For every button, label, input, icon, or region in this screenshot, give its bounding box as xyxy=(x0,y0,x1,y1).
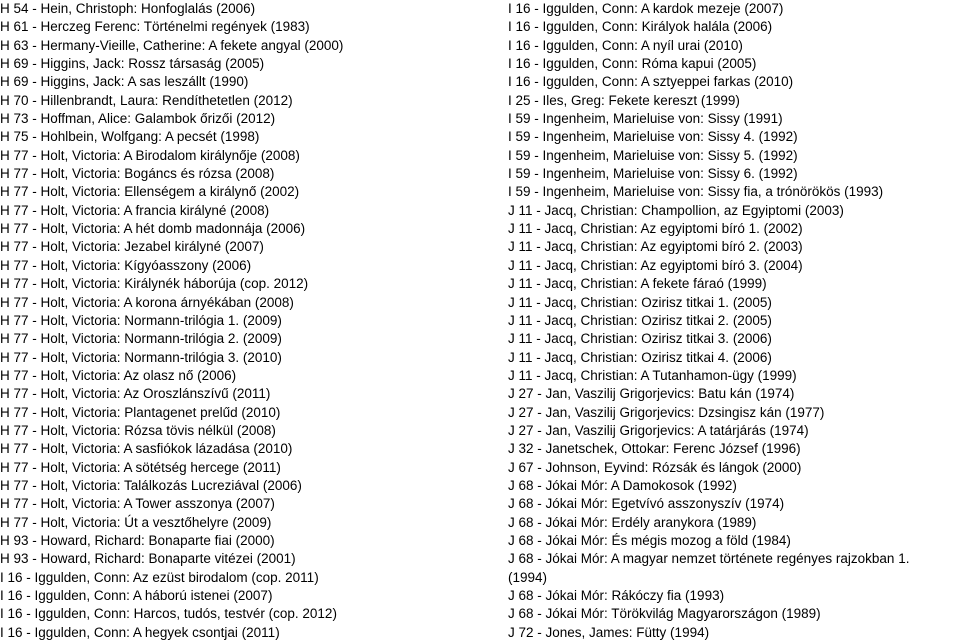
catalog-entry: I 59 - Ingenheim, Marieluise von: Sissy 5. (1992) xyxy=(508,147,798,163)
catalog-entry: I 16 - Iggulden, Conn: Róma kapui (2005) xyxy=(508,56,757,72)
catalog-entry: J 27 - Jan, Vaszilij Grigorjevics: Dzsingisz kán (1977) xyxy=(508,404,825,420)
catalog-entry: H 69 - Higgins, Jack: Rossz társaság (2005) xyxy=(0,56,265,72)
catalog-entry: I 16 - Iggulden, Conn: A hegyek csontjai (2011) xyxy=(0,624,280,640)
catalog-entry: J 32 - Janetschek, Ottokar: Ferenc József (1996) xyxy=(508,441,801,457)
catalog-entry: (1994) xyxy=(508,569,548,585)
catalog-entry: H 77 - Holt, Victoria: A sasfiókok lázadása (2010) xyxy=(0,441,293,457)
catalog-entry: H 77 - Holt, Victoria: A sötétség hercege (2011) xyxy=(0,459,281,475)
catalog-entry: H 77 - Holt, Victoria: Bogáncs és rózsa (2008) xyxy=(0,166,275,182)
catalog-entry: H 77 - Holt, Victoria: A korona árnyékában (2008) xyxy=(0,294,294,310)
catalog-entry: I 16 - Iggulden, Conn: A kardok mezeje (2007) xyxy=(508,1,784,16)
catalog-entry: H 77 - Holt, Victoria: A Tower asszonya (2007) xyxy=(0,496,275,512)
catalog-entry: H 77 - Holt, Victoria: Rózsa tövis nélkül (2008) xyxy=(0,422,276,438)
catalog-entry: J 27 - Jan, Vaszilij Grigorjevics: A tatárjárás (1974) xyxy=(508,422,809,438)
catalog-entry: H 93 - Howard, Richard: Bonaparte fiai (2000) xyxy=(0,532,275,548)
catalog-entry: J 11 - Jacq, Christian: A Tutanhamon-ügy (1999) xyxy=(508,367,797,383)
catalog-entry: H 70 - Hillenbrandt, Laura: Rendíthetetlen (2012) xyxy=(0,92,293,108)
catalog-entry: J 68 - Jókai Mór: És mégis mozog a föld (1984) xyxy=(508,532,791,548)
catalog-entry: I 16 - Iggulden, Conn: A háború istenei (2007) xyxy=(0,588,273,603)
catalog-entry: H 77 - Holt, Victoria: A hét domb madonnája (2006) xyxy=(0,221,306,237)
catalog-entry: I 16 - Iggulden, Conn: A sztyeppei farkas (2010) xyxy=(508,74,794,90)
catalog-entry: H 61 - Herczeg Ferenc: Történelmi regények (1983) xyxy=(0,19,310,35)
catalog-entry: I 25 - Iles, Greg: Fekete kereszt (1999) xyxy=(508,92,740,108)
catalog-entry: J 68 - Jókai Mór: Egetvívó asszonyszív (1974) xyxy=(508,496,785,512)
catalog-entry: I 59 - Ingenheim, Marieluise von: Sissy 4. (1992) xyxy=(508,129,798,145)
catalog-entry: J 11 - Jacq, Christian: Ozirisz titkai 2. (2005) xyxy=(508,312,772,328)
catalog-entry: H 77 - Holt, Victoria: Találkozás Lucreziával (2006) xyxy=(0,477,302,493)
catalog-entry: H 77 - Holt, Victoria: Út a vesztőhelyre (2009) xyxy=(0,514,272,530)
catalog-entry: H 77 - Holt, Victoria: Jezabel királyné (2007) xyxy=(0,239,264,255)
catalog-entry: J 68 - Jókai Mór: Erdély aranykora (1989) xyxy=(508,514,757,530)
catalog-entry: I 16 - Iggulden, Conn: Királyok halála (2006) xyxy=(508,19,773,35)
right-column-list xyxy=(508,0,960,642)
catalog-entry: H 77 - Holt, Victoria: Az olasz nő (2006) xyxy=(0,367,237,383)
catalog-entry: H 77 - Holt, Victoria: Az Oroszlánszívű (2011) xyxy=(0,386,271,402)
catalog-entry: H 77 - Holt, Victoria: Normann-trilógia 2. (2009) xyxy=(0,331,282,347)
catalog-entry: I 16 - Iggulden, Conn: A nyíl urai (2010) xyxy=(508,37,743,53)
catalog-entry: J 11 - Jacq, Christian: Champollion, az Egyiptomi (2003) xyxy=(508,202,844,218)
catalog-entry: J 11 - Jacq, Christian: A fekete fáraó (1999) xyxy=(508,276,767,292)
catalog-entry: H 54 - Hein, Christoph: Honfoglalás (2006) xyxy=(0,1,256,16)
catalog-entry: H 63 - Hermany-Vieille, Catherine: A fekete angyal (2000) xyxy=(0,37,344,53)
catalog-entry: J 72 - Jones, James: Fütty (1994) xyxy=(508,624,710,640)
catalog-entry: J 11 - Jacq, Christian: Az egyiptomi bíró 1. (2002) xyxy=(508,221,803,237)
catalog-entry: H 77 - Holt, Victoria: Plantagenet prelűd (2010) xyxy=(0,404,281,420)
catalog-entry: I 59 - Ingenheim, Marieluise von: Sissy fia, a trónörökös (1993) xyxy=(508,184,884,200)
catalog-entry: H 77 - Holt, Victoria: Ellenségem a királynő (2002) xyxy=(0,184,300,200)
catalog-entry: J 68 - Jókai Mór: A Damokosok (1992) xyxy=(508,477,737,493)
catalog-entry: I 59 - Ingenheim, Marieluise von: Sissy (1991) xyxy=(508,111,783,127)
catalog-entry: I 59 - Ingenheim, Marieluise von: Sissy 6. (1992) xyxy=(508,166,798,182)
catalog-entry: J 11 - Jacq, Christian: Ozirisz titkai 1. (2005) xyxy=(508,294,772,310)
catalog-entry: J 11 - Jacq, Christian: Ozirisz titkai 4. (2006) xyxy=(508,349,772,365)
catalog-entry: H 77 - Holt, Victoria: A Birodalom királynője (2008) xyxy=(0,147,300,163)
catalog-entry: H 93 - Howard, Richard: Bonaparte vitézei (2001) xyxy=(0,551,296,567)
catalog-entry: H 75 - Hohlbein, Wolfgang: A pecsét (1998) xyxy=(0,129,260,145)
catalog-entry: J 11 - Jacq, Christian: Az egyiptomi bíró 2. (2003) xyxy=(508,239,803,255)
catalog-entry: J 68 - Jókai Mór: Törökvilág Magyarországon (1989) xyxy=(508,606,821,622)
catalog-entry: J 68 - Jókai Mór: Rákóczy fia (1993) xyxy=(508,588,725,603)
catalog-entry: J 27 - Jan, Vaszilij Grigorjevics: Batu kán (1974) xyxy=(508,386,795,402)
catalog-entry: J 11 - Jacq, Christian: Az egyiptomi bíró 3. (2004) xyxy=(508,257,803,273)
catalog-entry: H 77 - Holt, Victoria: Kígyóasszony (2006) xyxy=(0,257,252,273)
catalog-entry: H 69 - Higgins, Jack: A sas leszállt (1990) xyxy=(0,74,249,90)
catalog-entry: J 67 - Johnson, Eyvind: Rózsák és lángok (2000) xyxy=(508,459,802,475)
catalog-entry: H 77 - Holt, Victoria: A francia királyné (2008) xyxy=(0,202,270,218)
catalog-entry: J 68 - Jókai Mór: A magyar nemzet története regényes rajzokban 1. xyxy=(508,551,910,567)
catalog-entry: H 77 - Holt, Victoria: Normann-trilógia 3. (2010) xyxy=(0,349,282,365)
catalog-entry: I 16 - Iggulden, Conn: Harcos, tudós, testvér (cop. 2012) xyxy=(0,606,337,622)
catalog-entry: H 73 - Hoffman, Alice: Galambok őrizői (2012) xyxy=(0,111,276,127)
catalog-entry: J 11 - Jacq, Christian: Ozirisz titkai 3. (2006) xyxy=(508,331,772,347)
catalog-entry: H 77 - Holt, Victoria: Normann-trilógia 1. (2009) xyxy=(0,312,282,328)
catalog-entry: H 77 - Holt, Victoria: Királynék háborúja (cop. 2012) xyxy=(0,276,309,292)
catalog-entry: I 16 - Iggulden, Conn: Az ezüst birodalom (cop. 2011) xyxy=(0,569,319,585)
